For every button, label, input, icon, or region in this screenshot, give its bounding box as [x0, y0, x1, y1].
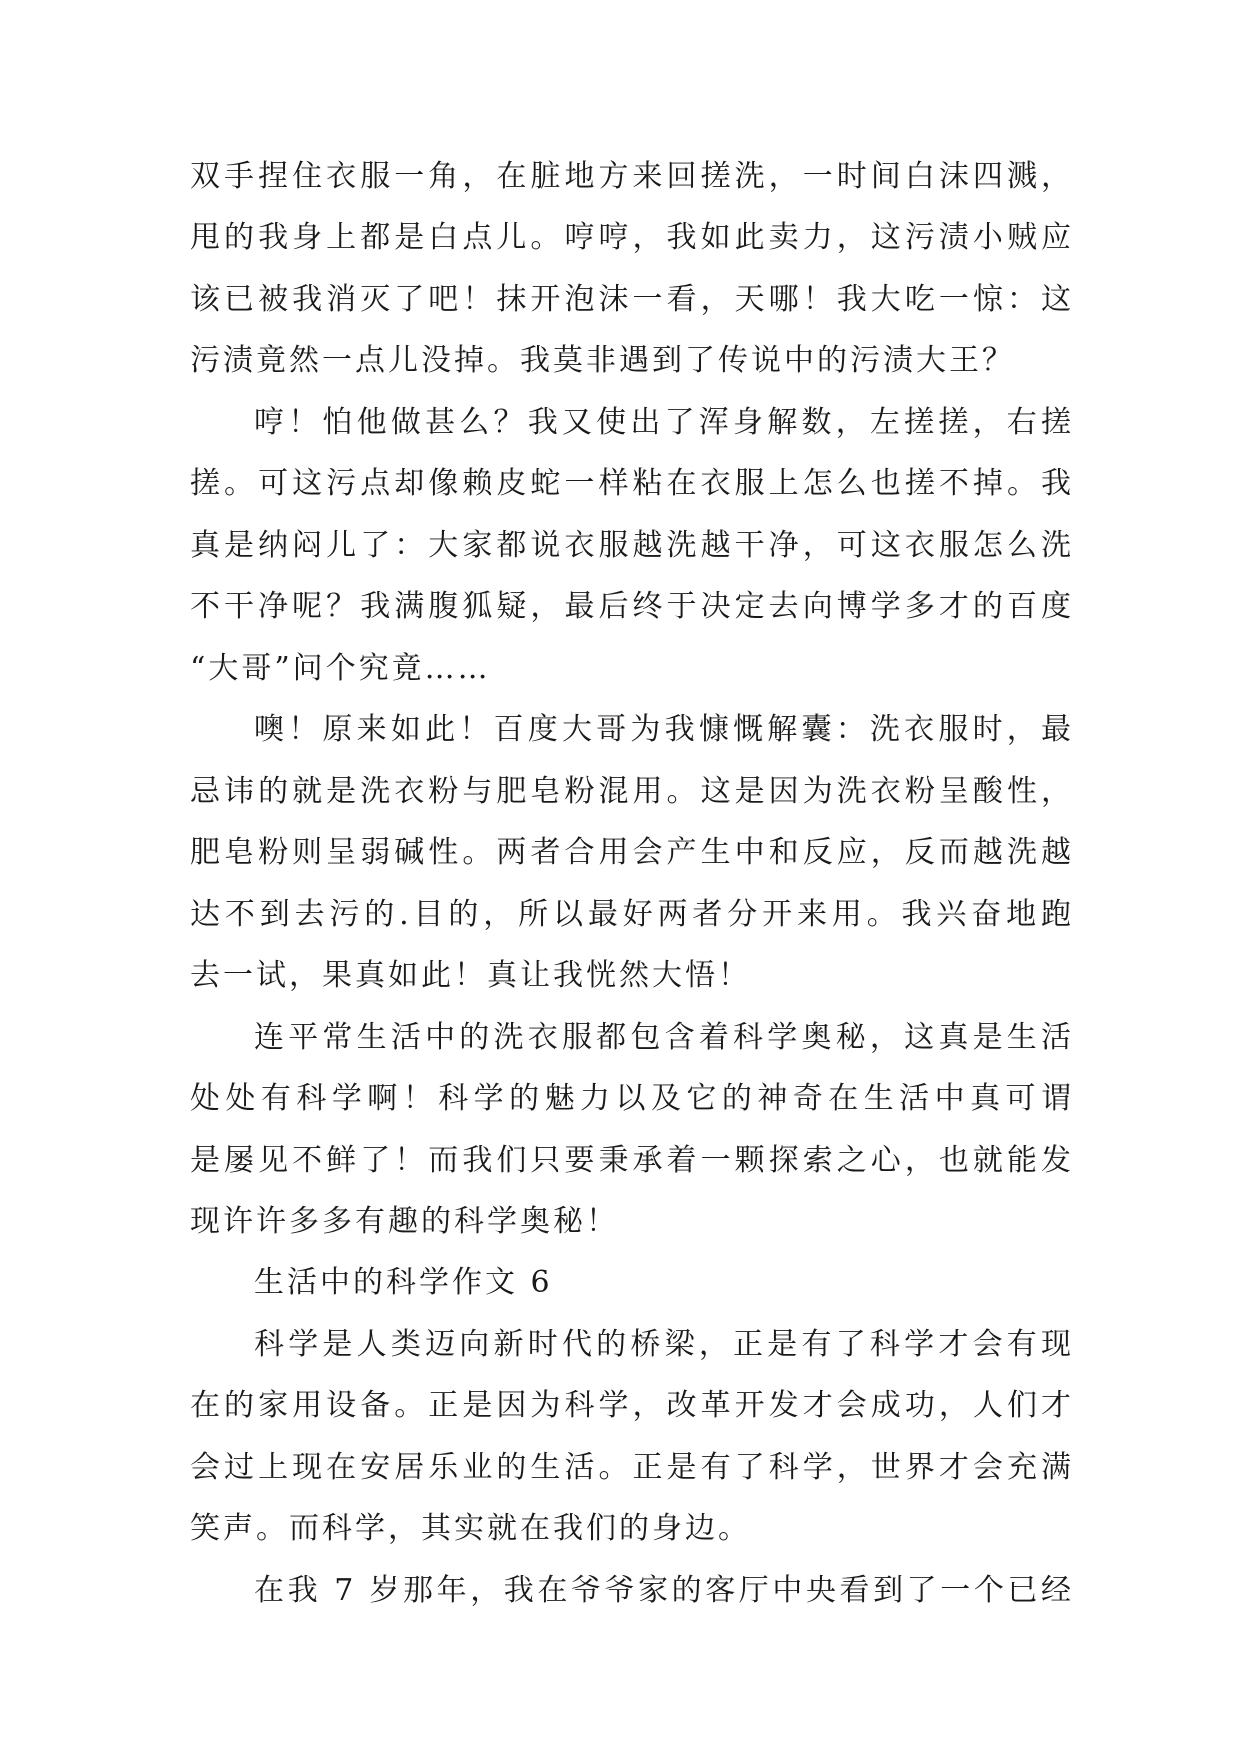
text-line: 生活中的科学作文 6 — [254, 1265, 553, 1301]
text-line: 在的家用设备。正是因为科学，改革开发才会成功，人们才 — [190, 1388, 1074, 1424]
text-line: 忌讳的就是洗衣粉与肥皂粉混用。这是因为洗衣粉呈酸性， — [190, 773, 1074, 809]
text-line: 双手捏住衣服一角，在脏地方来回搓洗，一时间白沫四溅， — [190, 159, 1074, 194]
text-line: 处处有科学啊！科学的魅力以及它的神奇在生活中真可谓 — [190, 1081, 1074, 1117]
text-line: 哼！怕他做甚么？我又使出了浑身解数，左搓搓，右搓 — [254, 404, 1074, 440]
text-line: 连平常生活中的洗衣服都包含着科学奥秘，这真是生活 — [254, 1019, 1074, 1055]
text-line: 甩的我身上都是白点儿。哼哼，我如此卖力，这污渍小贼应 — [190, 220, 1074, 256]
text-line: 达不到去污的.目的，所以最好两者分开来用。我兴奋地跑 — [190, 896, 1074, 932]
text-line: 现许许多多有趣的科学奥秘！ — [190, 1203, 619, 1239]
text-line: 噢！原来如此！百度大哥为我慷慨解囊：洗衣服时，最 — [254, 712, 1074, 748]
text-line: “大哥”问个究竟…… — [190, 650, 491, 686]
text-line: 肥皂粉则呈弱碱性。两者合用会产生中和反应，反而越洗越 — [190, 835, 1074, 871]
text-line: 去一试，果真如此！真让我恍然大悟！ — [190, 958, 751, 994]
document-body — [190, 159, 1074, 1637]
text-line: 在我 7 岁那年，我在爷爷家的客厅中央看到了一个已经 — [254, 1572, 1074, 1608]
text-line: 污渍竟然一点儿没掉。我莫非遇到了传说中的污渍大王？ — [190, 343, 1015, 379]
text-line: 不干净呢？我满腹狐疑，最后终于决定去向博学多才的百度 — [190, 589, 1074, 625]
text-line: 真是纳闷儿了：大家都说衣服越洗越干净，可这衣服怎么洗 — [190, 527, 1074, 563]
text-line: 是屡见不鲜了！而我们只要秉承着一颗探索之心，也就能发 — [190, 1142, 1074, 1178]
text-line: 科学是人类迈向新时代的桥梁，正是有了科学才会有现 — [254, 1326, 1074, 1362]
text-line: 笑声。而科学，其实就在我们的身边。 — [190, 1511, 751, 1547]
text-line: 搓。可这污点却像赖皮蛇一样粘在衣服上怎么也搓不掉。我 — [190, 466, 1074, 502]
text-line: 该已被我消灭了吧！抹开泡沫一看，天哪！我大吃一惊：这 — [190, 281, 1074, 317]
text-line: 会过上现在安居乐业的生活。正是有了科学，世界才会充满 — [190, 1449, 1074, 1485]
